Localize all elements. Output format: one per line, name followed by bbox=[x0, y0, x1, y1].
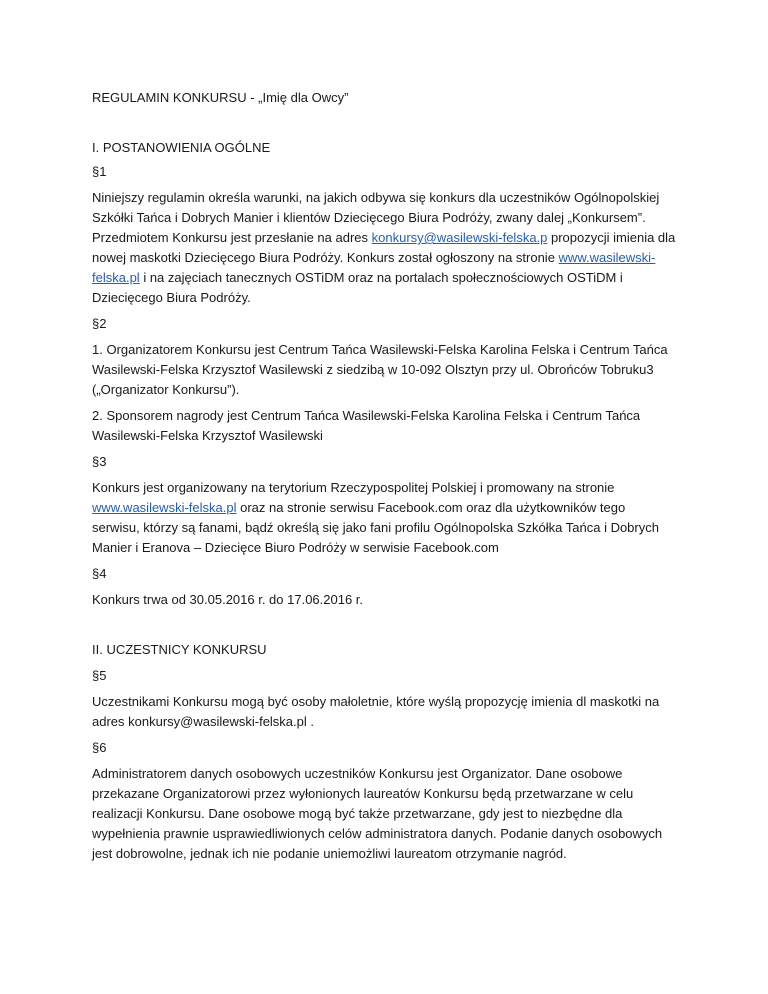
paragraph-mark-4: §4 bbox=[92, 566, 107, 581]
text-line bbox=[92, 228, 675, 248]
website-link[interactable]: www.wasilewski- bbox=[558, 250, 656, 265]
text-line: („Organizator Konkursu”). bbox=[92, 382, 240, 397]
text-span: propozycji imienia dla bbox=[547, 230, 676, 245]
text-line: Konkurs jest organizowany na terytorium Rzeczypospolitej Polskiej i promowany na stronie bbox=[92, 480, 615, 495]
paragraph-mark-5: §5 bbox=[92, 668, 107, 683]
text-line: Konkurs trwa od 30.05.2016 r. do 17.06.2016 r. bbox=[92, 592, 364, 607]
text-line: Uczestnikami Konkursu mogą być osoby małoletnie, które wyślą propozycję imienia dl maskotki na bbox=[92, 694, 660, 709]
text-line: Dziecięcego Biura Podróży. bbox=[92, 290, 251, 305]
text-line: przekazane Organizatorowi przez wyłonionych laureatów Konkursu będą przetwarzane w celu bbox=[92, 786, 634, 801]
paragraph-mark-3: §3 bbox=[92, 454, 107, 469]
text-line: jest dobrowolne, jednak ich nie podanie uniemożliwi laureatom otrzymanie nagród. bbox=[92, 846, 567, 861]
text-line: Szkółki Tańca i Dobrych Manier i klientów Dziecięcego Biura Podróży, zwany dalej „Konkursem”. bbox=[92, 210, 646, 225]
text-line: Wasilewski-Felska Krzysztof Wasilewski bbox=[92, 428, 323, 443]
text-line: Niniejszy regulamin określa warunki, na jakich odbywa się konkurs dla uczestników Ogólnopolskiej bbox=[92, 190, 660, 205]
website-link-continued[interactable]: felska.pl bbox=[92, 270, 140, 285]
paragraph-mark-6: §6 bbox=[92, 740, 107, 755]
text-line: 1. Organizatorem Konkursu jest Centrum Tańca Wasilewski-Felska Karolina Felska i Centrum Tańca bbox=[92, 342, 668, 357]
website-link[interactable]: www.wasilewski-felska.pl bbox=[92, 500, 237, 515]
document-title: REGULAMIN KONKURSU - „Imię dla Owcy” bbox=[92, 90, 349, 105]
text-line bbox=[92, 248, 655, 268]
text-span: nowej maskotki Dziecięcego Biura Podróży. Konkurs został ogłoszony na stronie bbox=[92, 250, 559, 265]
text-line: adres konkursy@wasilewski-felska.pl . bbox=[92, 714, 314, 729]
text-span: Przedmiotem Konkursu jest przesłanie na adres bbox=[92, 230, 372, 245]
email-link[interactable]: konkursy@wasilewski-felska.p bbox=[371, 230, 548, 245]
section-heading-participants: II. UCZESTNICY KONKURSU bbox=[92, 642, 267, 657]
text-span: oraz na stronie serwisu Facebook.com oraz dla użytkowników tego bbox=[236, 500, 626, 515]
text-line: Administratorem danych osobowych uczestników Konkursu jest Organizator. Dane osobowe bbox=[92, 766, 623, 781]
text-line: wypełnienia prawnie usprawiedliwionych celów administratora danych. Podanie danych osobowych bbox=[92, 826, 663, 841]
text-line bbox=[92, 498, 625, 518]
text-line: 2. Sponsorem nagrody jest Centrum Tańca Wasilewski-Felska Karolina Felska i Centrum Tańca bbox=[92, 408, 641, 423]
text-span: i na zajęciach tanecznych OSTiDM oraz na portalach społecznościowych OSTiDM i bbox=[139, 270, 623, 285]
paragraph-mark-1: §1 bbox=[92, 164, 107, 179]
text-line: serwisu, którzy są fanami, bądź określą się jako fani profilu Ogólnopolska Szkółka Tańca i Dobrych bbox=[92, 520, 659, 535]
text-line: Manier i Eranova – Dziecięce Biuro Podróży w serwisie Facebook.com bbox=[92, 540, 499, 555]
paragraph-mark-2: §2 bbox=[92, 316, 107, 331]
text-line bbox=[92, 268, 623, 288]
text-line: Wasilewski-Felska Krzysztof Wasilewski z siedzibą w 10-092 Olsztyn przy ul. Obrońców Tobruku3 bbox=[92, 362, 654, 377]
text-line: realizacji Konkursu. Dane osobowe mogą być także przetwarzane, gdy jest to niezbędne dla bbox=[92, 806, 623, 821]
section-heading-general: I. POSTANOWIENIA OGÓLNE bbox=[92, 140, 271, 155]
